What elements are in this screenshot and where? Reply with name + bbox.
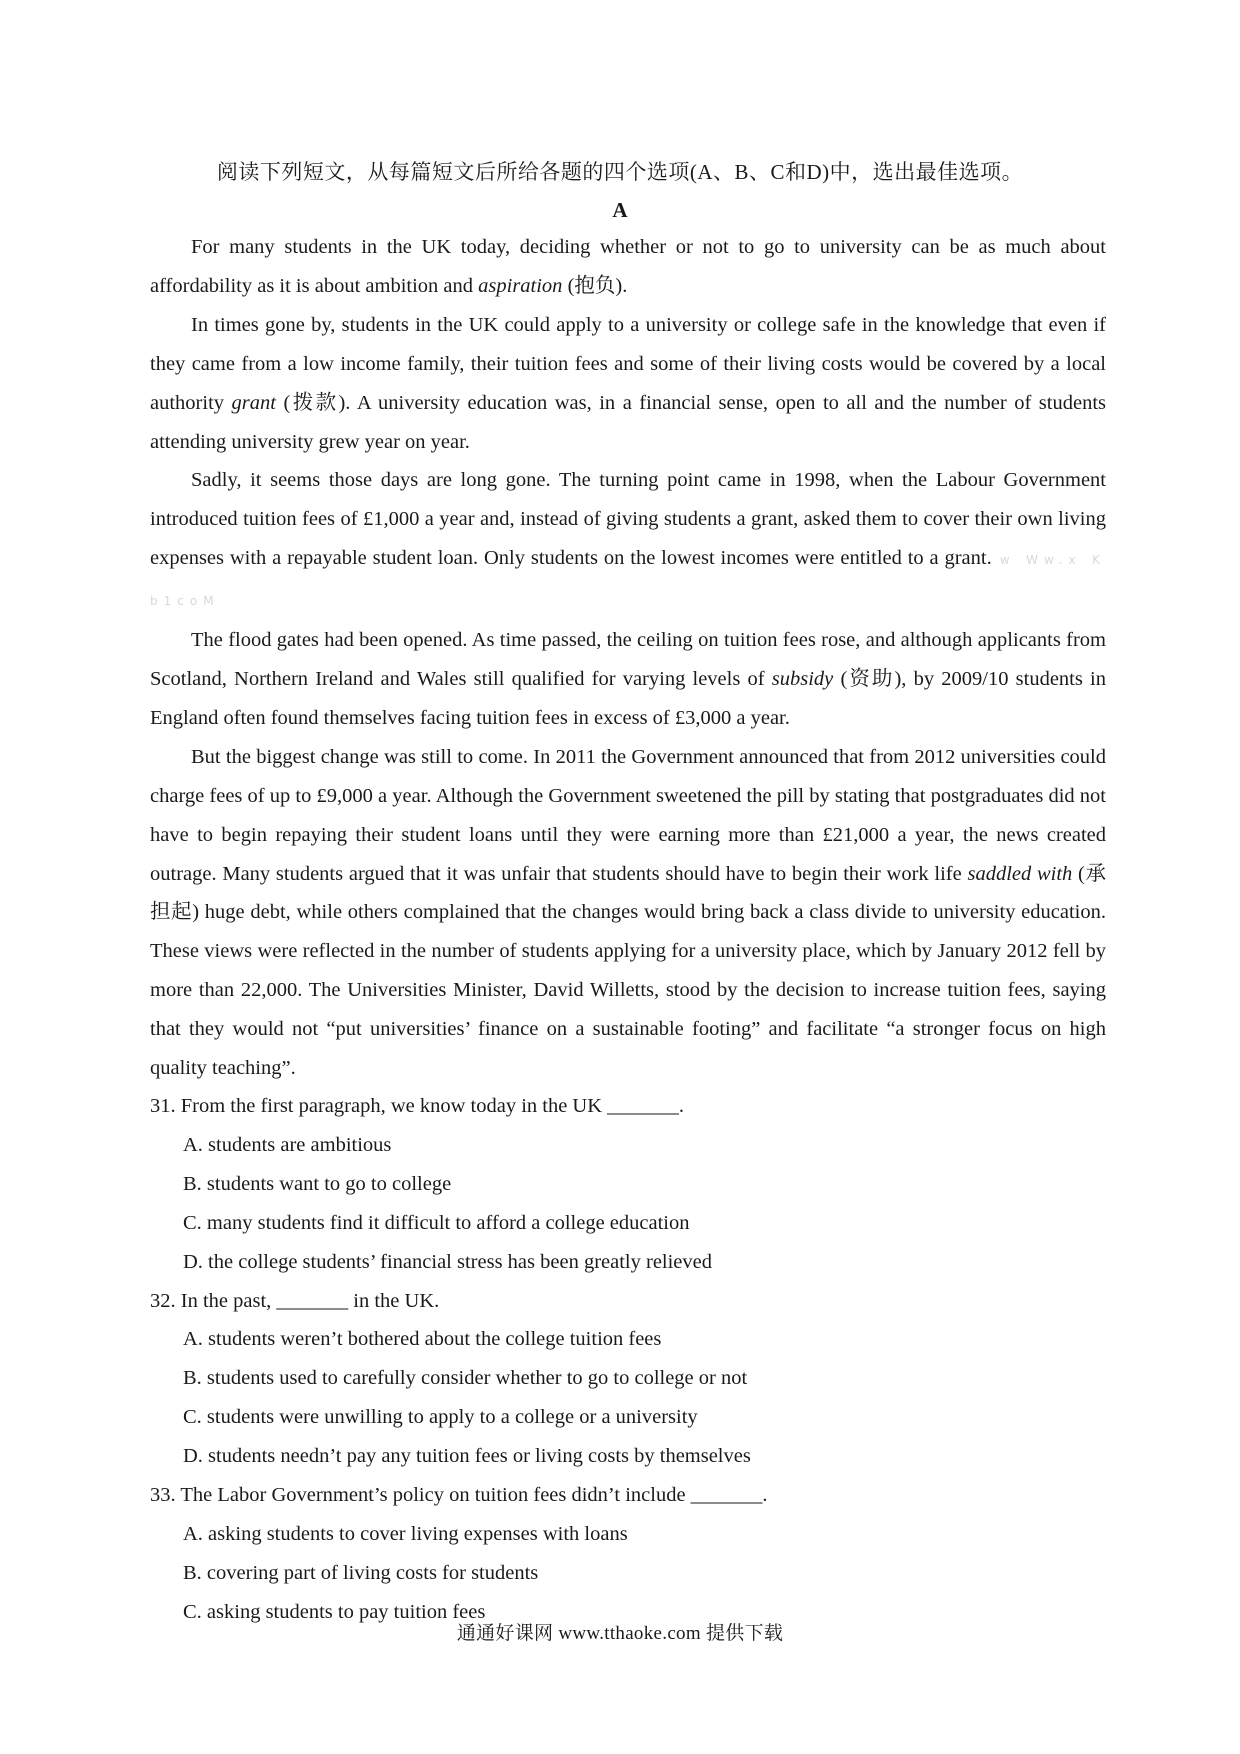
section-label: A <box>612 198 628 222</box>
option-a: A. students are ambitious <box>183 1133 392 1156</box>
option-b: B. covering part of living costs for students <box>183 1561 539 1584</box>
question-stem: 32. In the past, _______ in the UK. <box>150 1289 440 1312</box>
paragraph-4-text-b: (资助), by 2009/10 students in England often found themselves facing tuition fees in excess of £3,000 a year. <box>150 667 1106 729</box>
question-stem: 31. From the first paragraph, we know today in the UK _______. <box>150 1095 685 1117</box>
glossed-term: saddled with <box>967 862 1073 885</box>
glossed-term: subsidy <box>771 667 834 690</box>
paragraph-5-text-b: (承担起) huge debt, while others complained that the changes would bring back a class divide to university education. These views were reflected in the number of students applying for a university place, which by January 2012 fell by more than 22,000. The Universities Minister, David Willetts, stood by the decision to increase tuition fees, saying that they would not “put universities’ finance on a sustainable footing” and facilitate “a stronger focus on high quality teaching”. <box>150 862 1107 1080</box>
option-b: B. students used to carefully consider whether to go to college or not <box>183 1367 748 1390</box>
paragraph-4-text-a: The flood gates had been opened. As time passed, the ceiling on tuition fees rose, and although applicants from Scotland, Northern Ireland and Wales still qualified for varying levels of <box>150 629 1106 690</box>
option-a: A. asking students to cover living expenses with loans <box>183 1522 628 1545</box>
paragraph-3 <box>150 461 1106 621</box>
paragraph-4 <box>150 621 1106 738</box>
question-list <box>150 1087 1106 1632</box>
paragraph-2 <box>150 306 1106 462</box>
paragraph-5 <box>150 738 1106 1088</box>
reading-passage <box>150 228 1106 1088</box>
question-stem: 33. The Labor Government’s policy on tuition fees didn’t include _______. <box>150 1484 768 1507</box>
question-32 <box>150 1282 1106 1477</box>
paragraph-5-text-a: But the biggest change was still to come. In 2011 the Government announced that from 2012 universities could charge fees of up to £9,000 a year. Although the Government sweetened the pill by stating that postgraduates did not have to begin repaying their student loans until they were earning more than £21,000 a year, the news created outrage. Many students argued that it was unfair that students should have to begin their work life <box>150 745 1106 885</box>
glossed-term: aspiration <box>478 274 563 297</box>
paragraph-1 <box>150 228 1106 306</box>
paragraph-2-text-a: In times gone by, students in the UK could apply to a university or college safe in the knowledge that even if they came from a low income family, their tuition fees and some of their living costs would be covered by a local authority <box>150 313 1106 414</box>
paragraph-1-text-a: For many students in the UK today, deciding whether or not to go to university can be as much about affordability as it is about ambition and <box>150 236 1106 297</box>
question-33 <box>150 1476 1106 1632</box>
footer-source: 通通好课网 www.tthaoke.com 提供下载 <box>456 1623 784 1644</box>
instructions: 阅读下列短文，从每篇短文后所给各题的四个选项(A、B、C和D)中，选出最佳选项。 <box>216 160 1024 184</box>
option-c: C. students were unwilling to apply to a college or a university <box>183 1406 698 1429</box>
paragraph-3-text: Sadly, it seems those days are long gone. The turning point came in 1998, when the Labour Government introduced tuition fees of £1,000 a year and, instead of giving students a grant, asked them to cover their own living expenses with a repayable student loan. Only students on the lowest incomes were entitled to a grant. <box>150 469 1106 570</box>
paragraph-1-text-b: (抱负). <box>562 274 628 297</box>
option-b: B. students want to go to college <box>183 1172 452 1195</box>
option-c: C. asking students to pay tuition fees <box>183 1600 486 1623</box>
watermark-text: w Ww.x K b1coM <box>150 553 1107 609</box>
option-a: A. students weren’t bothered about the college tuition fees <box>183 1328 662 1351</box>
glossed-term: grant <box>231 391 276 414</box>
option-d: D. the college students’ financial stress has been greatly relieved <box>183 1250 713 1273</box>
option-d: D. students needn’t pay any tuition fees or living costs by themselves <box>183 1445 751 1468</box>
paragraph-2-text-b: (拨款). A university education was, in a financial sense, open to all and the number of students attending university grew year on year. <box>150 391 1106 453</box>
option-c: C. many students find it difficult to afford a college education <box>183 1211 690 1234</box>
question-31 <box>150 1087 1106 1282</box>
